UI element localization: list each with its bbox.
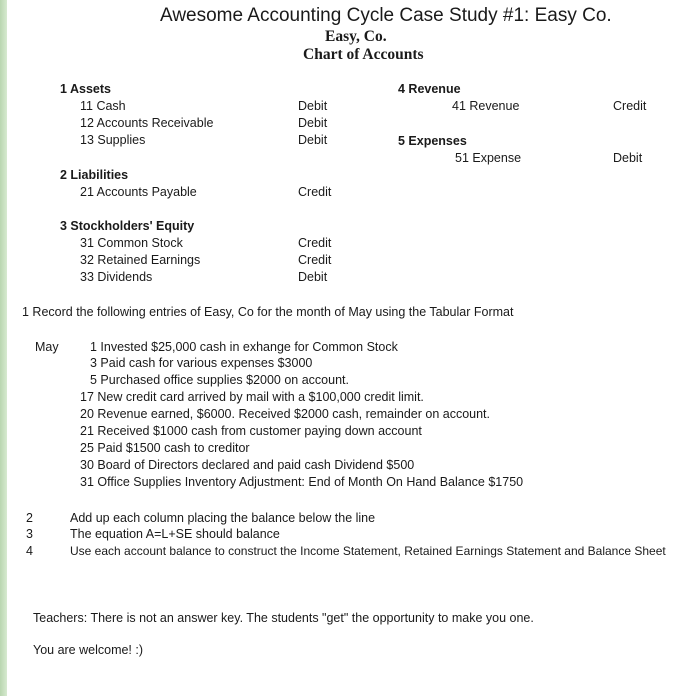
- account-name: 21 Accounts Payable: [80, 185, 197, 199]
- account-side: Debit: [298, 99, 328, 113]
- month-label: May: [35, 340, 59, 354]
- transaction-entry: 21 Received $1000 cash from customer paying down account: [80, 424, 422, 438]
- page-edge-strip: [0, 0, 7, 696]
- account-name: 13 Supplies: [80, 133, 146, 147]
- equity-heading: 3 Stockholders' Equity: [60, 219, 195, 233]
- account-side: Debit: [613, 151, 643, 165]
- step-text: Use each account balance to construct the Income Statement, Retained Earnings Statement and Balance Sheet: [70, 544, 666, 558]
- account-side: Credit: [298, 185, 332, 199]
- transaction-entry: 25 Paid $1500 cash to creditor: [80, 441, 250, 455]
- account-name: 12 Accounts Receivable: [80, 116, 214, 130]
- account-side: Debit: [298, 133, 328, 147]
- account-side: Credit: [613, 99, 647, 113]
- chart-of-accounts-heading: Chart of Accounts: [303, 46, 424, 63]
- account-name: 32 Retained Earnings: [80, 253, 201, 267]
- step-text: Add up each column placing the balance below the line: [70, 511, 376, 525]
- transaction-entry: 17 New credit card arrived by mail with a $100,000 credit limit.: [80, 390, 424, 404]
- account-side: Debit: [298, 270, 328, 284]
- company-name: Easy, Co.: [325, 28, 387, 45]
- expenses-heading: 5 Expenses: [398, 134, 467, 148]
- teachers-note: Teachers: There is not an answer key. The students "get" the opportunity to make you one.: [33, 611, 534, 625]
- step-number: 4: [26, 544, 33, 558]
- doc-title: Awesome Accounting Cycle Case Study #1: Easy Co.: [160, 5, 612, 26]
- transaction-entry: 3 Paid cash for various expenses $3000: [90, 356, 313, 370]
- account-name: 11 Cash: [80, 99, 126, 113]
- step-number: 2: [26, 511, 33, 525]
- account-name: 33 Dividends: [80, 270, 153, 284]
- assets-heading: 1 Assets: [60, 82, 111, 96]
- account-side: Credit: [298, 253, 332, 267]
- account-name: 31 Common Stock: [80, 236, 183, 250]
- transaction-entry: 5 Purchased office supplies $2000 on account.: [90, 373, 349, 387]
- welcome-note: You are welcome! :): [33, 643, 144, 657]
- transaction-entry: 31 Office Supplies Inventory Adjustment: End of Month On Hand Balance $1750: [80, 475, 524, 489]
- account-name: 51 Expense: [455, 151, 522, 165]
- step-number: 3: [26, 527, 33, 541]
- transaction-entry: 20 Revenue earned, $6000. Received $2000 cash, remainder on account.: [80, 407, 491, 421]
- account-name: 41 Revenue: [452, 99, 520, 113]
- transaction-entry: 30 Board of Directors declared and paid cash Dividend $500: [80, 458, 415, 472]
- transaction-entry: 1 Invested $25,000 cash in exhange for Common Stock: [90, 340, 398, 354]
- step-text: The equation A=L+SE should balance: [70, 527, 280, 541]
- liabilities-heading: 2 Liabilities: [60, 168, 129, 182]
- account-side: Debit: [298, 116, 328, 130]
- instruction-step-1: 1 Record the following entries of Easy, Co for the month of May using the Tabular Format: [22, 305, 514, 319]
- account-side: Credit: [298, 236, 332, 250]
- revenue-heading: 4 Revenue: [398, 82, 461, 96]
